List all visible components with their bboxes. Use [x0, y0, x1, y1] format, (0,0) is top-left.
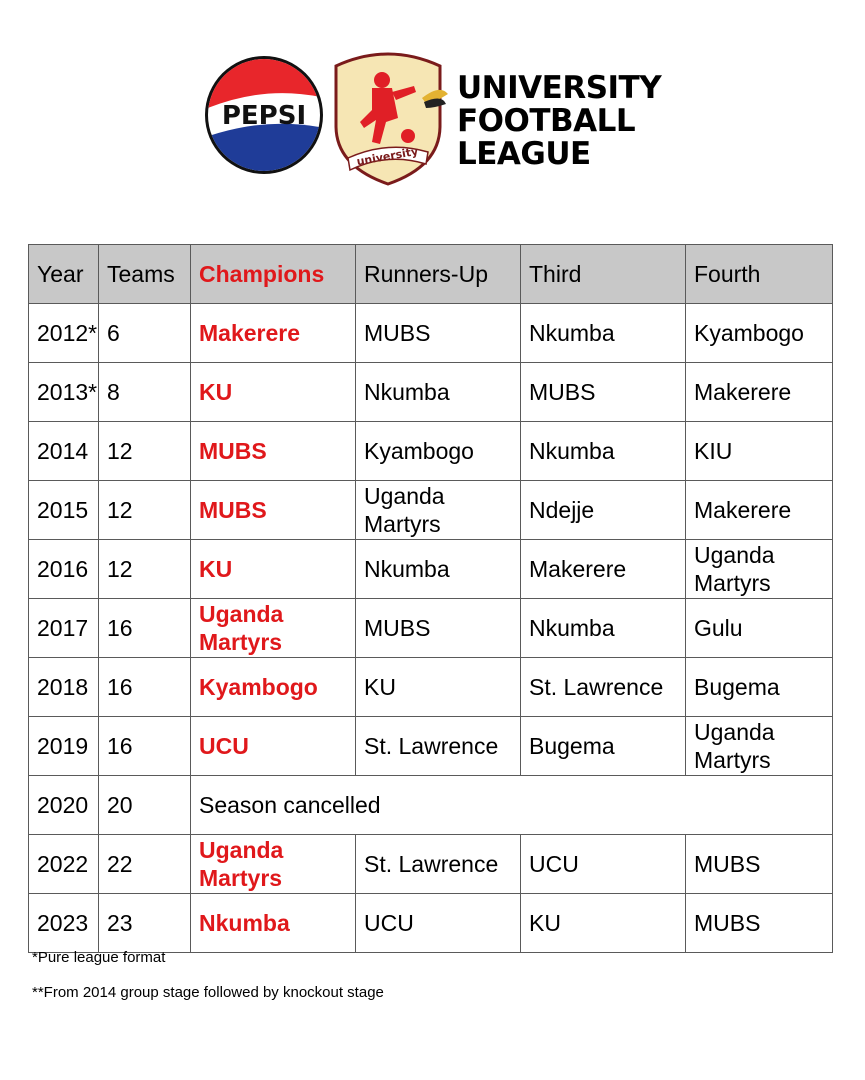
pepsi-logo — [203, 54, 325, 176]
teams-cell: 16 — [99, 599, 191, 658]
column-header-third: Third — [521, 245, 686, 304]
table-row — [29, 894, 833, 953]
runners-up-cell: Nkumba — [356, 540, 521, 599]
year-cell: 2020 — [29, 776, 99, 835]
teams-cell: 22 — [99, 835, 191, 894]
runners-up-cell: KU — [356, 658, 521, 717]
league-title — [457, 72, 667, 171]
champions-cell: KU — [191, 363, 356, 422]
third-cell: KU — [521, 894, 686, 953]
crest-banner-text: university — [355, 144, 420, 169]
header-row — [29, 245, 833, 304]
teams-cell: 23 — [99, 894, 191, 953]
year-cell: 2017 — [29, 599, 99, 658]
university-football-crest-logo — [328, 48, 448, 188]
season-cancelled-cell: Season cancelled — [191, 776, 833, 835]
champions-cell: Kyambogo — [191, 658, 356, 717]
year-cell: 2019 — [29, 717, 99, 776]
teams-cell: 12 — [99, 540, 191, 599]
fourth-cell: Kyambogo — [686, 304, 833, 363]
league-title-line-2: FOOTBALL — [457, 103, 636, 139]
champions-cell: Nkumba — [191, 894, 356, 953]
fourth-cell: Bugema — [686, 658, 833, 717]
teams-cell: 8 — [99, 363, 191, 422]
third-cell: Ndejje — [521, 481, 686, 540]
champions-cell: Makerere — [191, 304, 356, 363]
runners-up-cell: MUBS — [356, 304, 521, 363]
year-cell: 2023 — [29, 894, 99, 953]
column-header-fourth: Fourth — [686, 245, 833, 304]
year-cell: 2015 — [29, 481, 99, 540]
teams-cell: 12 — [99, 422, 191, 481]
column-header-runners-up: Runners-Up — [356, 245, 521, 304]
third-cell: Bugema — [521, 717, 686, 776]
table-row — [29, 540, 833, 599]
teams-cell: 16 — [99, 717, 191, 776]
fourth-cell: Uganda Martyrs — [686, 540, 833, 599]
champions-cell: Uganda Martyrs — [191, 599, 356, 658]
third-cell: UCU — [521, 835, 686, 894]
footnote-format-change: **From 2014 group stage followed by knockout stage — [32, 984, 384, 1001]
year-cell: 2014 — [29, 422, 99, 481]
champions-cell: MUBS — [191, 422, 356, 481]
teams-cell: 16 — [99, 658, 191, 717]
table-row — [29, 717, 833, 776]
results-table — [28, 244, 833, 953]
league-title-line-1: UNIVERSITY — [457, 70, 662, 106]
teams-cell: 6 — [99, 304, 191, 363]
column-header-year: Year — [29, 245, 99, 304]
fourth-cell: Gulu — [686, 599, 833, 658]
table-row — [29, 304, 833, 363]
table-row — [29, 422, 833, 481]
runners-up-cell: UCU — [356, 894, 521, 953]
runners-up-cell: Kyambogo — [356, 422, 521, 481]
column-header-champions: Champions — [191, 245, 356, 304]
sponsor-logo-banner — [195, 48, 660, 188]
runners-up-cell: MUBS — [356, 599, 521, 658]
year-cell: 2012* — [29, 304, 99, 363]
fourth-cell: Makerere — [686, 363, 833, 422]
teams-cell: 12 — [99, 481, 191, 540]
year-cell: 2018 — [29, 658, 99, 717]
column-header-teams: Teams — [99, 245, 191, 304]
champions-cell: KU — [191, 540, 356, 599]
runners-up-cell: Nkumba — [356, 363, 521, 422]
table-row — [29, 835, 833, 894]
champions-cell: MUBS — [191, 481, 356, 540]
champions-cell: UCU — [191, 717, 356, 776]
league-title-line-3: LEAGUE — [457, 136, 591, 172]
table-row — [29, 599, 833, 658]
runners-up-cell: Uganda Martyrs — [356, 481, 521, 540]
table-row — [29, 776, 833, 835]
year-cell: 2016 — [29, 540, 99, 599]
third-cell: Makerere — [521, 540, 686, 599]
champions-cell: Uganda Martyrs — [191, 835, 356, 894]
table-row — [29, 658, 833, 717]
third-cell: Nkumba — [521, 599, 686, 658]
table-row — [29, 363, 833, 422]
fourth-cell: KIU — [686, 422, 833, 481]
third-cell: MUBS — [521, 363, 686, 422]
teams-cell: 20 — [99, 776, 191, 835]
fourth-cell: Uganda Martyrs — [686, 717, 833, 776]
footnote-pure-league: *Pure league format — [32, 949, 166, 966]
year-cell: 2022 — [29, 835, 99, 894]
runners-up-cell: St. Lawrence — [356, 717, 521, 776]
third-cell: Nkumba — [521, 422, 686, 481]
third-cell: Nkumba — [521, 304, 686, 363]
fourth-cell: MUBS — [686, 894, 833, 953]
fourth-cell: MUBS — [686, 835, 833, 894]
year-cell: 2013* — [29, 363, 99, 422]
pepsi-logo-text: PEPSI — [221, 101, 307, 131]
fourth-cell: Makerere — [686, 481, 833, 540]
runners-up-cell: St. Lawrence — [356, 835, 521, 894]
table-row — [29, 481, 833, 540]
third-cell: St. Lawrence — [521, 658, 686, 717]
